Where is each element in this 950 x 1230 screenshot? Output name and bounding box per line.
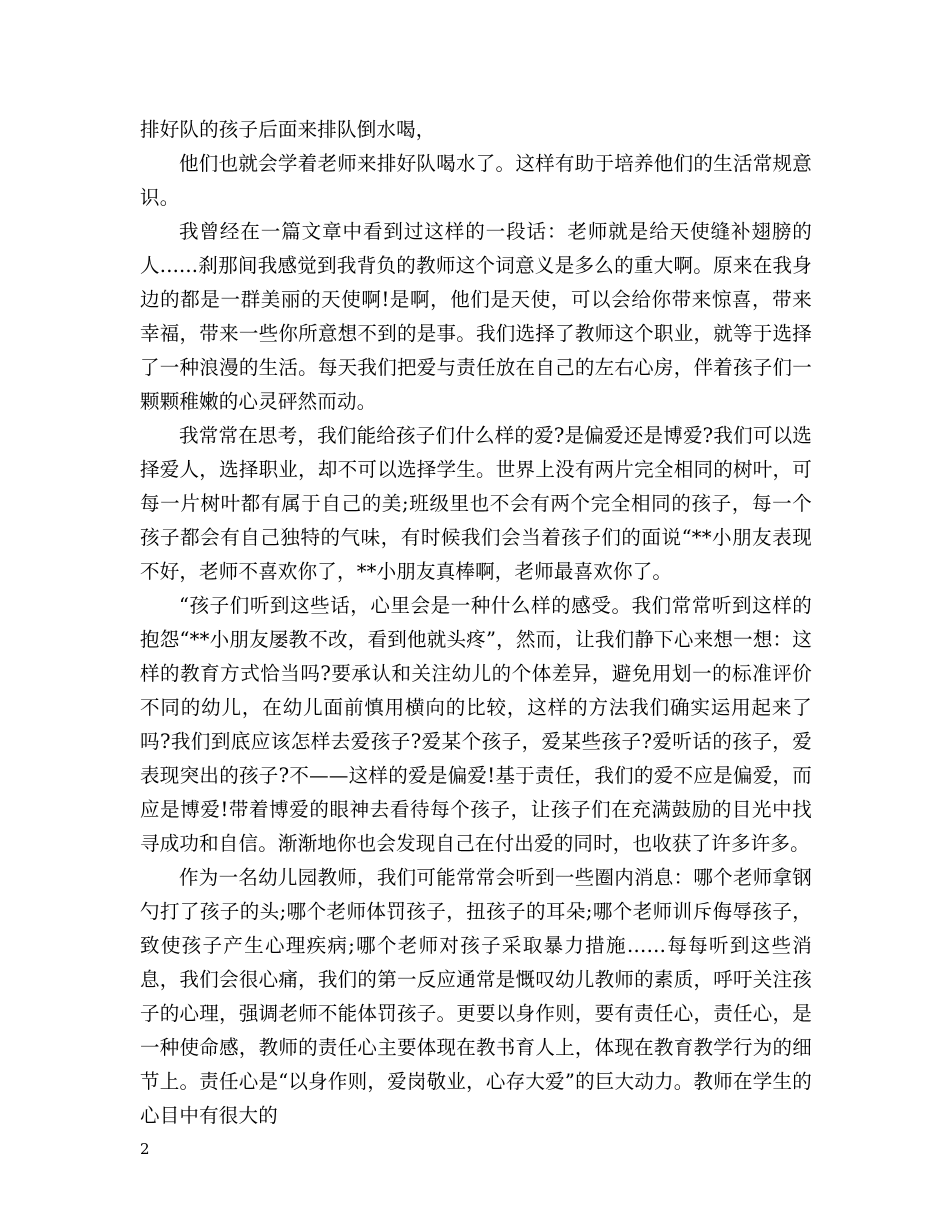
body-text	[140, 113, 812, 1133]
page-number: 2	[140, 1140, 150, 1158]
paragraph-3: 我曾经在一篇文章中看到过这样的一段话：老师就是给天使缝补翅膀的人......刹那间我感觉到我背负的教师这个词意义是多么的重大啊。原来在我身边的都是一群美丽的天使啊!是啊，他们是天使，可以会给你带来惊喜，带来幸福，带来一些你所意想不到的是事。我们选择了教师这个职业，就等于选择了一种浪漫的生活。每天我们把爱与责任放在自己的左右心房，伴着孩子们一颗颗稚嫩的心灵砰然而动。	[140, 220, 812, 413]
paragraph-2: 他们也就会学着老师来排好队喝水了。这样有助于培养他们的生活常规意识。	[140, 152, 812, 209]
paragraph-4: 我常常在思考，我们能给孩子们什么样的爱?是偏爱还是博爱?我们可以选择爱人，选择职业，却不可以选择学生。世界上没有两片完全相同的树叶，可每一片树叶都有属于自己的美;班级里也不会有两个完全相同的孩子，每一个孩子都会有自己独特的气味，有时候我们会当着孩子们的面说“**小朋友表现不好，老师不喜欢你了，**小朋友真棒啊，老师最喜欢你了。	[140, 424, 812, 583]
paragraph-5: “孩子们听到这些话，心里会是一种什么样的感受。我们常常听到这样的抱怨“**小朋友屡教不改，看到他就头疼”，然而，让我们静下心来想一想：这样的教育方式恰当吗?要承认和关注幼儿的个体差异，避免用划一的标准评价不同的幼儿，在幼儿面前慎用横向的比较，这样的方法我们确实运用起来了吗?我们到底应该怎样去爱孩子?爱某个孩子，爱某些孩子?爱听话的孩子，爱表现突出的孩子?不——这样的爱是偏爱!基于责任，我们的爱不应是偏爱，而应是博爱!带着博爱的眼神去看待每个孩子，让孩子们在充满鼓励的目光中找寻成功和自信。渐渐地你也会发现自己在付出爱的同时，也收获了许多许多。	[140, 594, 812, 855]
paragraph-6: 作为一名幼儿园教师，我们可能常常会听到一些圈内消息：哪个老师拿钢勺打了孩子的头;哪个老师体罚孩子，扭孩子的耳朵;哪个老师训斥侮辱孩子，致使孩子产生心理疾病;哪个老师对孩子采取暴力措施……每每听到这些消息，我们会很心痛，我们的第一反应通常是慨叹幼儿教师的素质，呼吁关注孩子的心理，强调老师不能体罚孩子。更要以身作则，要有责任心，责任心，是一种使命感，教师的责任心主要体现在教书育人上，体现在教育教学行为的细节上。责任心是“以身作则，爱岗敬业，心存大爱”的巨大动力。教师在学生的心目中有很大的	[140, 866, 812, 1127]
paragraph-1: 排好队的孩子后面来排队倒水喝，	[140, 118, 436, 141]
